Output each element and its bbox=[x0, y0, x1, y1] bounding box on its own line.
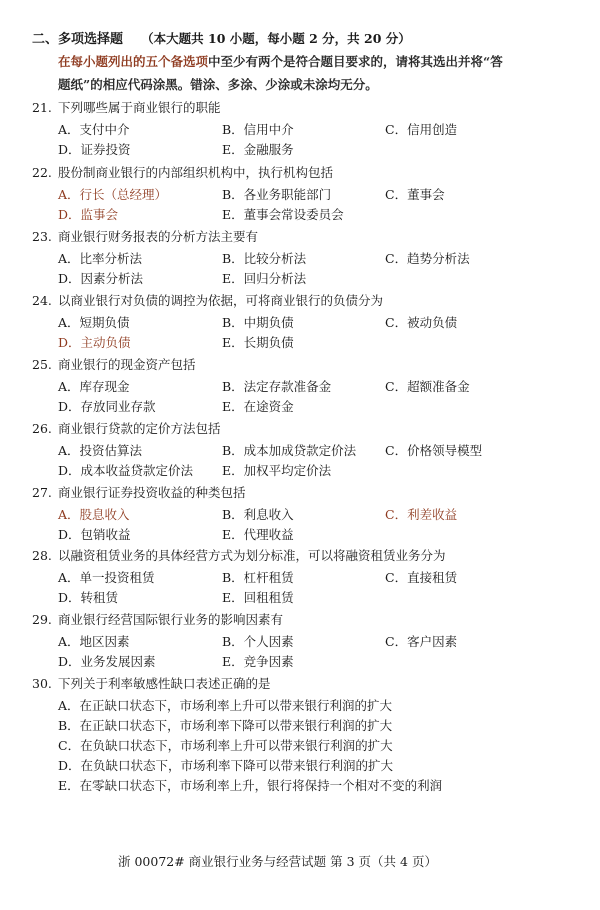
question-number: 23. bbox=[32, 229, 52, 244]
option-a: A．短期负债 bbox=[58, 315, 130, 330]
question-23 bbox=[32, 227, 258, 245]
question-number: 24. bbox=[32, 293, 52, 308]
option-d: D．在负缺口状态下，市场利率下降可以带来银行利润的扩大 bbox=[58, 758, 394, 773]
option-c: C．被动负债 bbox=[385, 315, 458, 330]
option-a: A．比率分析法 bbox=[58, 251, 143, 266]
option-c: C．客户因素 bbox=[385, 634, 458, 649]
question-number: 21. bbox=[32, 100, 52, 115]
question-29 bbox=[32, 610, 283, 628]
question-text: 商业银行财务报表的分析方法主要有 bbox=[58, 229, 259, 244]
question-22 bbox=[32, 163, 333, 181]
question-number: 25. bbox=[32, 357, 52, 372]
question-number: 22. bbox=[32, 165, 52, 180]
option-e: E．在途资金 bbox=[222, 399, 294, 414]
option-c: C．价格领导模型 bbox=[385, 443, 483, 458]
option-e: E．金融服务 bbox=[222, 142, 294, 157]
option-c: C．利差收益 bbox=[385, 507, 458, 522]
option-d: D．存放同业存款 bbox=[58, 399, 156, 414]
option-b: B．各业务职能部门 bbox=[222, 187, 332, 202]
option-e: E．代理收益 bbox=[222, 527, 294, 542]
option-e: E．加权平均定价法 bbox=[222, 463, 332, 478]
question-25 bbox=[32, 355, 196, 373]
option-d: D．成本收益贷款定价法 bbox=[58, 463, 194, 478]
option-a: A．行长（总经理） bbox=[58, 187, 168, 202]
question-24 bbox=[32, 291, 383, 309]
option-a: A．地区因素 bbox=[58, 634, 130, 649]
option-d: D．证券投资 bbox=[58, 142, 131, 157]
option-d: D．监事会 bbox=[58, 207, 119, 222]
section-note: （本大题共 10 小题，每小题 2 分，共 20 分） bbox=[141, 31, 411, 46]
question-text: 下列哪些属于商业银行的职能 bbox=[58, 100, 221, 115]
question-number: 26. bbox=[32, 421, 52, 436]
question-27 bbox=[32, 483, 246, 501]
option-a: A．股息收入 bbox=[58, 507, 130, 522]
option-e: E．回归分析法 bbox=[222, 271, 307, 286]
option-b: B．比较分析法 bbox=[222, 251, 307, 266]
option-e: E．董事会常设委员会 bbox=[222, 207, 344, 222]
option-d: D．转租赁 bbox=[58, 590, 119, 605]
option-b: B．中期负债 bbox=[222, 315, 294, 330]
option-a: A．支付中介 bbox=[58, 122, 130, 137]
page-footer: 浙 00072# 商业银行业务与经营试题 第 3 页（共 4 页） bbox=[118, 854, 437, 869]
option-c: C．直接租赁 bbox=[385, 570, 458, 585]
question-text: 下列关于利率敏感性缺口表述正确的是 bbox=[58, 676, 271, 691]
option-e: E．在零缺口状态下，市场利率上升，银行将保持一个相对不变的利润 bbox=[58, 778, 443, 793]
question-text: 股份制商业银行的内部组织机构中，执行机构包括 bbox=[58, 165, 334, 180]
option-b: B．利息收入 bbox=[222, 507, 294, 522]
option-b: B．杠杆租赁 bbox=[222, 570, 294, 585]
option-e: E．回租租赁 bbox=[222, 590, 294, 605]
option-c: C．信用创造 bbox=[385, 122, 458, 137]
option-b: B．信用中介 bbox=[222, 122, 294, 137]
instructions-line-1 bbox=[58, 52, 503, 70]
section-title: 二、多项选择题 bbox=[32, 32, 124, 47]
question-text: 以融资租赁业务的具体经营方式为划分标准，可以将融资租赁业务分为 bbox=[58, 548, 446, 563]
option-c: C．董事会 bbox=[385, 187, 445, 202]
instructions-line-2: 题纸”的相应代码涂黑。错涂、多涂、少涂或未涂均无分。 bbox=[58, 77, 378, 92]
question-text: 商业银行贷款的定价方法包括 bbox=[58, 421, 221, 436]
option-a: A．在正缺口状态下，市场利率上升可以带来银行利润的扩大 bbox=[58, 698, 393, 713]
question-text: 商业银行证券投资收益的种类包括 bbox=[58, 485, 246, 500]
option-e: E．竞争因素 bbox=[222, 654, 294, 669]
question-26 bbox=[32, 419, 221, 437]
option-b: B．个人因素 bbox=[222, 634, 294, 649]
option-c: C．趋势分析法 bbox=[385, 251, 470, 266]
question-21 bbox=[32, 98, 221, 116]
question-text: 商业银行经营国际银行业务的影响因素有 bbox=[58, 612, 284, 627]
question-number: 27. bbox=[32, 485, 52, 500]
question-number: 30. bbox=[32, 676, 52, 691]
option-b: B．在正缺口状态下，市场利率下降可以带来银行利润的扩大 bbox=[58, 718, 393, 733]
option-c: C．在负缺口状态下，市场利率上升可以带来银行利润的扩大 bbox=[58, 738, 393, 753]
option-b: B．法定存款准备金 bbox=[222, 379, 332, 394]
option-b: B．成本加成贷款定价法 bbox=[222, 443, 357, 458]
option-d: D．主动负债 bbox=[58, 335, 131, 350]
option-a: A．库存现金 bbox=[58, 379, 130, 394]
option-e: E．长期负债 bbox=[222, 335, 294, 350]
option-d: D．因素分析法 bbox=[58, 271, 144, 286]
question-text: 商业银行的现金资产包括 bbox=[58, 357, 196, 372]
question-number: 29. bbox=[32, 612, 52, 627]
section-heading bbox=[32, 28, 411, 47]
question-number: 28. bbox=[32, 548, 52, 563]
option-c: C．超额准备金 bbox=[385, 379, 470, 394]
question-text: 以商业银行对负债的调控为依据，可将商业银行的负债分为 bbox=[58, 293, 384, 308]
question-30 bbox=[32, 674, 271, 692]
option-a: A．单一投资租赁 bbox=[58, 570, 155, 585]
option-d: D．包销收益 bbox=[58, 527, 131, 542]
instructions-text: 中至少有两个是符合题目要求的，请将其选出并将“答 bbox=[208, 54, 503, 69]
option-d: D．业务发展因素 bbox=[58, 654, 156, 669]
question-28 bbox=[32, 546, 446, 564]
instructions-highlight: 在每小题列出的五个备选项 bbox=[58, 54, 209, 69]
option-a: A．投资估算法 bbox=[58, 443, 143, 458]
